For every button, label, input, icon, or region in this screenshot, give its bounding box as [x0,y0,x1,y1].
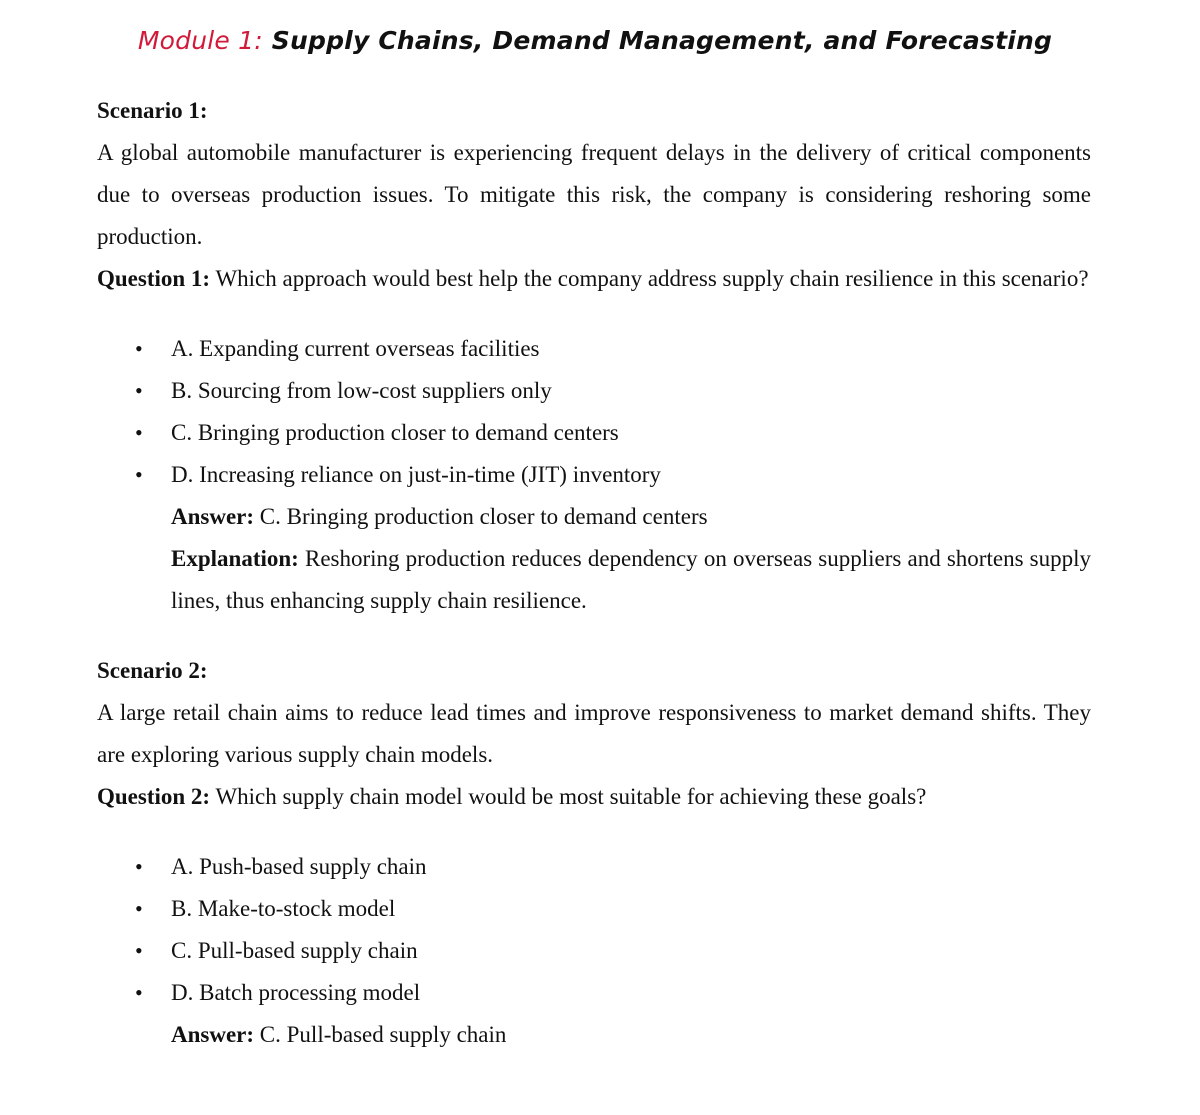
question-text: Which supply chain model would be most suitable for achieving these goals? [215,784,927,809]
answer-label: Answer: [171,504,255,529]
answer-label: Answer: [171,1022,255,1047]
bullet-icon: • [135,462,143,487]
option-text: D. Increasing reliance on just-in-time (JIT) inventory [171,462,661,487]
option-text: A. Push-based supply chain [171,854,427,879]
scenario-1 [97,90,1091,622]
option-list [97,328,1091,496]
document-body [97,90,1091,1056]
module-title [0,26,1190,55]
bullet-icon: • [135,854,143,879]
explanation-label: Explanation: [171,546,299,571]
question-label: Question 2: [97,784,211,809]
module-title-text: Supply Chains, Demand Management, and Forecasting [271,26,1053,55]
question [97,776,1091,818]
scenario-heading: Scenario 1: [97,98,208,123]
option-item [97,328,1091,370]
answer [97,496,1091,538]
option-text: B. Sourcing from low-cost suppliers only [171,378,552,403]
explanation-text: Reshoring production reduces dependency on overseas suppliers and shortens supply lines, thus enhancing supply chain resilience. [171,546,1092,613]
bullet-icon: • [135,896,143,921]
answer-text: C. Bringing production closer to demand centers [259,504,708,529]
scenario-2 [97,650,1091,1056]
answer [97,1014,1091,1056]
option-list [97,846,1091,1014]
question [97,258,1091,300]
bullet-icon: • [135,938,143,963]
bullet-icon: • [135,980,143,1005]
option-item [97,930,1091,972]
answer-text: C. Pull-based supply chain [259,1022,507,1047]
bullet-icon: • [135,420,143,445]
scenario-heading: Scenario 2: [97,658,208,683]
scenario-description: A large retail chain aims to reduce lead times and improve responsiveness to market demand shifts. They are exploring various supply chain models. [97,700,1091,767]
option-item [97,370,1091,412]
option-text: B. Make-to-stock model [171,896,396,921]
bullet-icon: • [135,378,143,403]
option-item [97,846,1091,888]
option-item [97,412,1091,454]
explanation [97,538,1091,622]
option-text: A. Expanding current overseas facilities [171,336,540,361]
question-label: Question 1: [97,266,211,291]
question-text: Which approach would best help the company address supply chain resilience in this scenario? [215,266,1089,291]
option-text: C. Pull-based supply chain [171,938,418,963]
option-item [97,454,1091,496]
option-text: D. Batch processing model [171,980,421,1005]
module-number: Module 1: [137,26,263,55]
option-text: C. Bringing production closer to demand centers [171,420,619,445]
bullet-icon: • [135,336,143,361]
option-item [97,972,1091,1014]
option-item [97,888,1091,930]
section-spacer [97,622,1091,650]
scenario-description: A global automobile manufacturer is experiencing frequent delays in the delivery of critical components due to overseas production issues. To mitigate this risk, the company is considering reshoring some production. [97,140,1091,249]
